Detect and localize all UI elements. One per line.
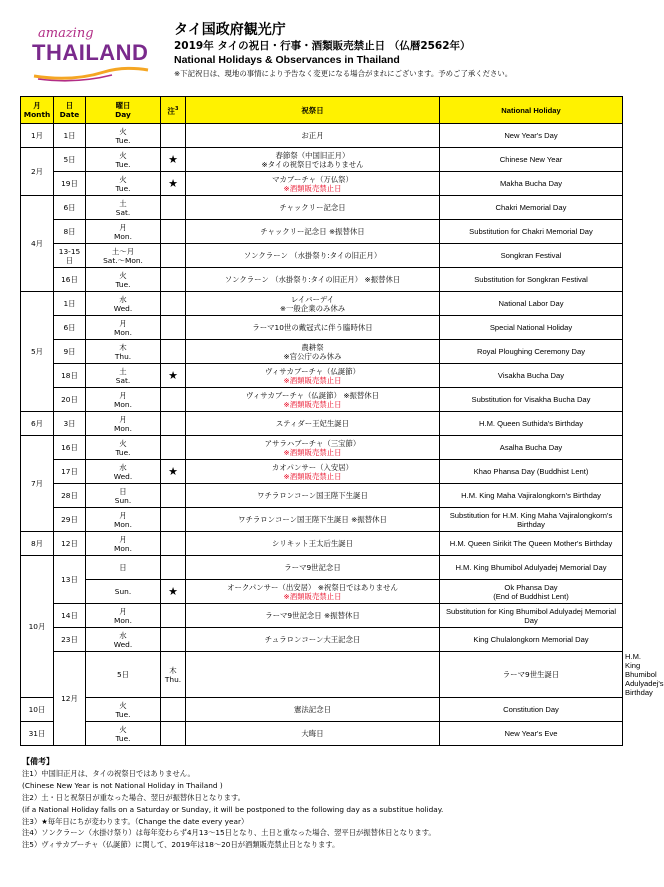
holiday-en-cell: Makha Bucha Day [440, 172, 623, 196]
month-cell: 2月 [21, 148, 54, 196]
holiday-jp-cell: レイバーデイ ※一般企業のみ休み [186, 292, 440, 316]
note-2-en: (if a National Holiday falls on a Saturday or Sunday, it will be postponed to the following day as a substitue holiday. [22, 804, 444, 814]
note-cell [161, 220, 186, 244]
day-cell: 土 Sat. [86, 196, 161, 220]
page-subtitle: 2019年 タイの祝日・行事・酒類販売禁止日 （仏暦2562年） [174, 40, 471, 52]
table-row [21, 364, 623, 388]
month-cell: 12月 [54, 652, 86, 746]
holiday-en-cell: Substitution for Songkran Festival [440, 268, 623, 292]
holiday-en-cell: H.M. King Bhumibol Adulyadej Memorial Day [440, 556, 623, 580]
day-cell: 月 Mon. [86, 388, 161, 412]
note-cell [161, 412, 186, 436]
note-cell [161, 532, 186, 556]
day-cell: Sun. [86, 580, 161, 604]
date-cell: 6日 [54, 196, 86, 220]
day-cell: 火 Tue. [86, 268, 161, 292]
holiday-jp-cell: 憲法記念日 [186, 698, 440, 722]
holiday-en-cell: H.M. Queen Suthida's Birthday [440, 412, 623, 436]
month-cell: 7月 [21, 436, 54, 532]
holiday-en-cell: Royal Ploughing Ceremony Day [440, 340, 623, 364]
date-cell: 29日 [54, 508, 86, 532]
table-row [21, 484, 623, 508]
col-note: 注$^3$ [161, 97, 186, 124]
day-cell: 日 Sun. [86, 484, 161, 508]
star-icon: ★ [161, 364, 186, 388]
day-cell: 火 Tue. [86, 436, 161, 460]
holiday-en-cell: Substitution for H.M. King Maha Vajiralongkorn's Birthday [440, 508, 623, 532]
page-header [174, 22, 614, 80]
table-row [21, 722, 623, 746]
table-row [21, 148, 623, 172]
date-cell: 28日 [54, 484, 86, 508]
day-cell: 水 Wed. [86, 628, 161, 652]
holiday-jp-cell: 農耕祭 ※官公庁のみ休み [186, 340, 440, 364]
holiday-en-cell: Asalha Bucha Day [440, 436, 623, 460]
holiday-jp-cell: 大晦日 [186, 722, 440, 746]
holiday-en-cell: Visakha Bucha Day [440, 364, 623, 388]
note-cell [161, 292, 186, 316]
table-row [21, 698, 623, 722]
holiday-jp-cell: ラーマ9世記念日 [186, 556, 440, 580]
note-cell [161, 556, 186, 580]
holiday-en-cell: Chakri Memorial Day [440, 196, 623, 220]
date-cell: 17日 [54, 460, 86, 484]
day-cell: 月 Mon. [86, 532, 161, 556]
holiday-en-cell: H.M. King Maha Vajiralongkorn's Birthday [440, 484, 623, 508]
date-cell: 18日 [54, 364, 86, 388]
date-cell: 23日 [54, 628, 86, 652]
holiday-jp-cell: チュラロンコーン大王記念日 [186, 628, 440, 652]
note-cell [161, 388, 186, 412]
holiday-jp-cell: ヴィサカブーチャ（仏誕節） ※振替休日 ※酒類販売禁止日 [186, 388, 440, 412]
date-cell: 5日 [86, 652, 161, 698]
holiday-jp-cell: お正月 [186, 124, 440, 148]
star-icon: ★ [161, 460, 186, 484]
col-holiday-jp: 祝祭日 [186, 97, 440, 124]
holiday-jp-cell: ラーマ9世記念日 ※振替休日 [186, 604, 440, 628]
table-row [21, 532, 623, 556]
month-cell: 1月 [21, 124, 54, 148]
day-cell: 木 Thu. [161, 652, 186, 698]
date-cell: 10日 [21, 698, 54, 722]
logo-amazing-text: amazing [38, 26, 94, 41]
note-cell [161, 722, 186, 746]
date-cell: 16日 [54, 268, 86, 292]
logo-thailand-text: THAILAND [32, 40, 149, 65]
table-row [21, 628, 623, 652]
holiday-en-cell: Special National Holiday [440, 316, 623, 340]
star-icon: ★ [161, 148, 186, 172]
table-row [21, 604, 623, 628]
holiday-en-cell: Substitution for King Bhumibol Adulyadej Memorial Day [440, 604, 623, 628]
table-row [21, 580, 623, 604]
col-date: 日 Date [54, 97, 86, 124]
day-cell: 月 Mon. [86, 508, 161, 532]
date-cell: 14日 [54, 604, 86, 628]
holiday-jp-cell: チャックリー記念日 [186, 196, 440, 220]
holiday-table [20, 96, 664, 746]
note-cell [161, 124, 186, 148]
note-3: 注3）★毎年日にちが変わります。（Change the date every year） [22, 816, 249, 826]
note-cell [161, 196, 186, 220]
date-cell: 16日 [54, 436, 86, 460]
day-cell: 火 Tue. [86, 148, 161, 172]
note-cell [161, 508, 186, 532]
date-cell: 12日 [54, 532, 86, 556]
table-row [21, 220, 623, 244]
holiday-jp-cell: 春節祭（中国旧正月） ※タイの祝祭日ではありません [186, 148, 440, 172]
page-english-title: National Holidays & Observances in Thailand [174, 54, 400, 66]
date-cell: 8日 [54, 220, 86, 244]
date-cell: 20日 [54, 388, 86, 412]
page-note: ※下記祝日は、現地の事情により予告なく変更になる場合がまれにございます。予めご了承ください。 [174, 69, 513, 78]
holiday-jp-cell: ラーマ10世の戴冠式に伴う臨時休日 [186, 316, 440, 340]
date-cell: 13日 [54, 556, 86, 604]
table-row [21, 244, 623, 268]
col-holiday-en: National Holiday [440, 97, 623, 124]
star-icon: ★ [161, 172, 186, 196]
holiday-jp-cell: オークパンサー（出安居） ※祝祭日ではありません ※酒類販売禁止日 [186, 580, 440, 604]
table-row [21, 196, 623, 220]
table-row [21, 388, 623, 412]
day-cell: 月 Mon. [86, 604, 161, 628]
holiday-jp-cell: ワチラロンコーン国王陛下生誕日 ※振替休日 [186, 508, 440, 532]
holiday-jp-cell: カオパンサー（入安居） ※酒類販売禁止日 [186, 460, 440, 484]
note-cell [161, 244, 186, 268]
note-cell [161, 340, 186, 364]
holiday-jp-cell: マカブーチャ（万仏祭） ※酒類販売禁止日 [186, 172, 440, 196]
holiday-en-cell: New Year's Eve [440, 722, 623, 746]
day-cell: 水 Wed. [86, 460, 161, 484]
note-1-en: (Chinese New Year is not National Holiday in Thailand ) [22, 780, 223, 790]
day-cell: 月 Mon. [86, 316, 161, 340]
table-row [21, 172, 623, 196]
day-cell: 火 Tue. [86, 172, 161, 196]
note-cell [161, 484, 186, 508]
holiday-en-cell: Substitution for Chakri Memorial Day [440, 220, 623, 244]
day-cell: 土 Sat. [86, 364, 161, 388]
day-cell: 火 Tue. [86, 124, 161, 148]
month-cell: 10月 [21, 556, 54, 698]
month-cell: 6月 [21, 412, 54, 436]
day-cell: 水 Wed. [86, 292, 161, 316]
table-row [21, 316, 623, 340]
note-5: 注5）ヴィサカブーチャ（仏誕節）に関して、2019年は18～20日が酒類販売禁止日となります。 [22, 840, 340, 850]
date-cell: 3日 [54, 412, 86, 436]
date-cell: 1日 [54, 124, 86, 148]
holiday-jp-cell: ヴィサカブーチャ（仏誕節） ※酒類販売禁止日 [186, 364, 440, 388]
holiday-en-cell: Ok Phansa Day (End of Buddhist Lent) [440, 580, 623, 604]
date-cell: 1日 [54, 292, 86, 316]
notes-section [22, 756, 622, 851]
col-day: 曜日 Day [86, 97, 161, 124]
holiday-jp-cell: ソンクラーン （水掛祭り:タイの旧正月） [186, 244, 440, 268]
note-cell [161, 268, 186, 292]
logo-swoosh-icon [32, 66, 152, 82]
date-cell: 19日 [54, 172, 86, 196]
holiday-en-cell: Substitution for Visakha Bucha Day [440, 388, 623, 412]
holiday-jp-cell: ラーマ9世生誕日 [440, 652, 623, 698]
day-cell: 日 [86, 556, 161, 580]
note-2: 注2）土・日と祝祭日が重なった場合、翌日が振替休日となります。 [22, 792, 245, 802]
note-cell [161, 604, 186, 628]
holiday-jp-cell: ソンクラーン （水掛祭り:タイの旧正月） ※振替休日 [186, 268, 440, 292]
day-cell: 月 Mon. [86, 412, 161, 436]
col-month: 月 Month [21, 97, 54, 124]
date-cell: 13-15日 [54, 244, 86, 268]
date-cell: 31日 [21, 722, 54, 746]
holiday-jp-cell: チャックリー記念日 ※振替休日 [186, 220, 440, 244]
holiday-en-cell: Khao Phansa Day (Buddhist Lent) [440, 460, 623, 484]
table-row [21, 292, 623, 316]
table-row [21, 340, 623, 364]
month-cell: 4月 [21, 196, 54, 292]
holiday-jp-cell: アサラハブーチャ（三宝節） ※酒類販売禁止日 [186, 436, 440, 460]
note-cell [161, 316, 186, 340]
day-cell: 火 Tue. [86, 722, 161, 746]
day-cell: 土～月 Sat.～Mon. [86, 244, 161, 268]
note-4: 注4）ソンクラーン（水掛け祭り）は毎年変わらず4月13～15日となり、土日と重なった場合、翌平日が振替休日となります。 [22, 828, 436, 838]
month-cell: 5月 [21, 292, 54, 412]
table-row [21, 412, 623, 436]
table-row [21, 124, 623, 148]
holiday-en-cell: New Year's Day [440, 124, 623, 148]
table-row [21, 508, 623, 532]
day-cell: 木 Thu. [86, 340, 161, 364]
holiday-en-cell: National Labor Day [440, 292, 623, 316]
date-cell: 9日 [54, 340, 86, 364]
holiday-en-cell: Chinese New Year [440, 148, 623, 172]
table-row: 12月 5日 木 Thu. ラーマ9世生誕日 H.M. King Bhumibol Adulyadej's Birthday [21, 652, 623, 698]
holiday-en-cell: H.M. Queen Sirikit The Queen Mother's Birthday [440, 532, 623, 556]
note-cell [186, 652, 440, 698]
table-row [21, 436, 623, 460]
page-title: タイ国政府観光庁 [174, 22, 286, 38]
table-row [21, 460, 623, 484]
note-cell [161, 628, 186, 652]
holiday-en-cell: Constitution Day [440, 698, 623, 722]
day-cell: 火 Tue. [86, 698, 161, 722]
note-cell [161, 436, 186, 460]
day-cell: 月 Mon. [86, 220, 161, 244]
table-header-row [21, 97, 623, 124]
holiday-en-cell: King Chulalongkorn Memorial Day [440, 628, 623, 652]
amazing-thailand-logo [32, 26, 152, 84]
table-row [21, 556, 623, 580]
date-cell: 6日 [54, 316, 86, 340]
date-cell: 5日 [54, 148, 86, 172]
note-1: 注1）中国旧正月は、タイの祝祭日ではありません。 [22, 768, 195, 778]
holiday-jp-cell: ワチラロンコーン国王陛下生誕日 [186, 484, 440, 508]
note-cell [161, 698, 186, 722]
month-cell: 8月 [21, 532, 54, 556]
holiday-en-cell: Songkran Festival [440, 244, 623, 268]
holiday-jp-cell: シリキット王太后生誕日 [186, 532, 440, 556]
table-row [21, 268, 623, 292]
notes-title: 【備考】 [22, 757, 54, 766]
star-icon: ★ [161, 580, 186, 604]
holiday-jp-cell: スティダー王妃生誕日 [186, 412, 440, 436]
